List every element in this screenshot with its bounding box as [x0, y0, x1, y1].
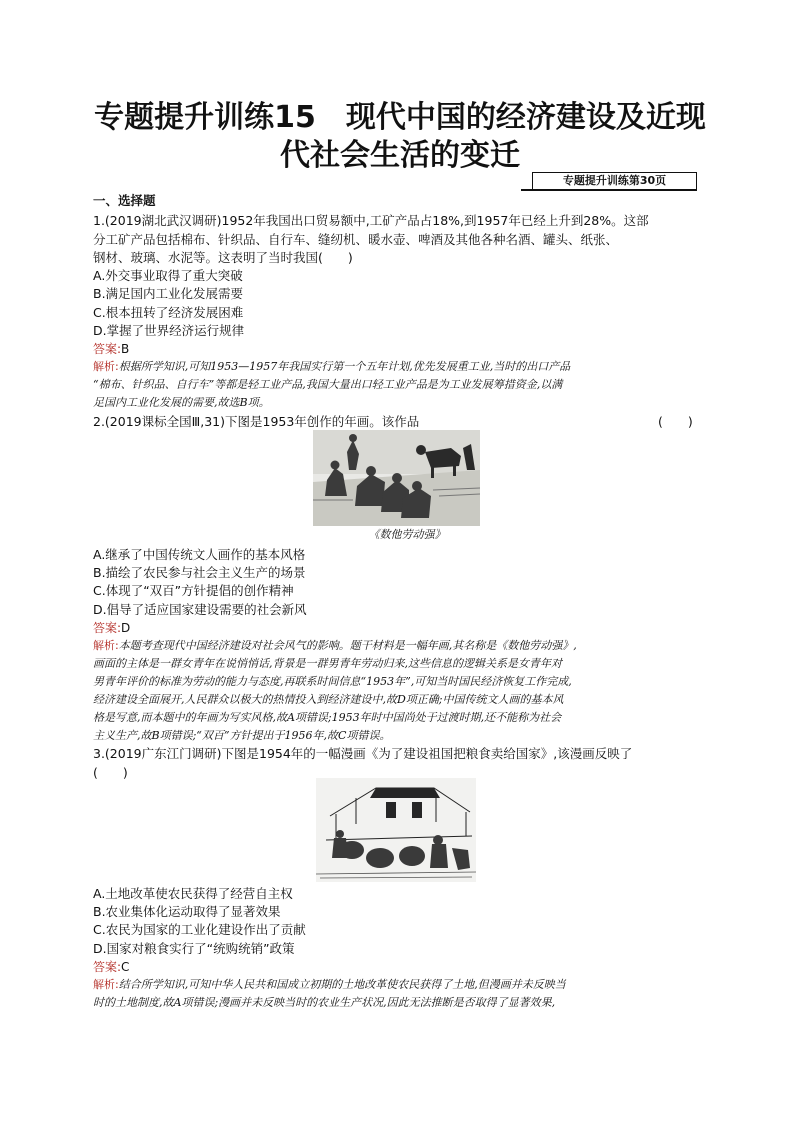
q1-stem-line2: 分工矿产品包括棉布、针织品、自行车、缝纫机、暖水壶、啤酒及其他各种名酒、罐头、纸张、 [93, 232, 619, 247]
q1-stem-line3: 钢材、玻璃、水泥等。这表明了当时我国( ) [93, 250, 353, 265]
page-tag-box [521, 172, 697, 191]
page-title-line1: 专题提升训练15 现代中国的经济建设及近现 [94, 100, 706, 135]
q3-option-d: D.国家对粮食实行了“统购统销”政策 [93, 941, 295, 956]
q2-explanation-line2: 画面的主体是一群女青年在说悄悄话,背景是一群男青年劳动归来,这些信息的逻辑关系是女青年对 [93, 657, 562, 670]
q1-answer-label: 答案: [93, 342, 122, 356]
new-year-painting-image [313, 430, 480, 526]
q1-answer-value: B [121, 342, 130, 356]
q2-stem: 2.(2019课标全国Ⅲ,31)下图是1953年创作的年画。该作品 [93, 414, 420, 429]
q3-option-b: B.农业集体化运动取得了显著效果 [93, 904, 281, 919]
page-tag: 专题提升训练第30页 [532, 172, 697, 189]
q1-explanation-line3: 足国内工业化发展的需要,故选B项。 [93, 396, 270, 409]
q2-explanation-label: 解析: [93, 639, 119, 652]
q2-answer-value: D [121, 621, 131, 635]
q3-stem-line2: ( ) [93, 765, 128, 780]
q1-explanation-line1: 解析:根据所学知识,可知1953—1957年我国实行第一个五年计划,优先发展重工业,当时的出口产品 [93, 360, 571, 373]
q2-option-b: B.描绘了农民参与社会主义生产的场景 [93, 565, 306, 580]
q2-explanation-line3: 男青年评价的标准为劳动的能力与态度,再联系时间信息“1953年”,可知当时国民经济恢复工作完成, [93, 675, 572, 688]
q3-stem-line1: 3.(2019广东江门调研)下图是1954年的一幅漫画《为了建设祖国把粮食卖给国家》,该漫画反映了 [93, 746, 633, 761]
q1-explanation-label: 解析: [93, 360, 119, 373]
q3-answer-label: 答案: [93, 960, 122, 974]
cartoon-image [316, 778, 476, 882]
q2-image-caption: 《数他劳动强》 [368, 528, 446, 541]
q1-option-d: D.掌握了世界经济运行规律 [93, 323, 245, 338]
q1-answer [93, 340, 129, 358]
q2-option-d: D.倡导了适应国家建设需要的社会新风 [93, 602, 307, 617]
q1-option-a: A.外交事业取得了重大突破 [93, 268, 243, 283]
q2-explanation-line1: 解析:本题考查现代中国经济建设对社会风气的影响。题干材料是一幅年画,其名称是《数他劳动强》, [93, 639, 577, 652]
q2-answer-label: 答案: [93, 621, 122, 635]
q2-explanation-line6: 主义生产,故B项错误;“双百”方针提出于1956年,故C项错误。 [93, 729, 391, 742]
q3-option-a: A.土地改革使农民获得了经营自主权 [93, 886, 293, 901]
q3-answer [93, 958, 129, 976]
section-heading: 一、选择题 [93, 193, 156, 208]
q1-explanation-line2: “棉布、针织品、自行车”等都是轻工业产品,我国大量出口轻工业产品是为工业发展筹措资金,以满 [93, 378, 563, 391]
q2-answer-paren: ( ) [658, 414, 693, 429]
q3-option-c: C.农民为国家的工业化建设作出了贡献 [93, 922, 306, 937]
q3-explanation-line1: 解析:结合所学知识,可知中华人民共和国成立初期的土地改革使农民获得了土地,但漫画并未反映当 [93, 978, 566, 991]
q2-option-c: C.体现了“双百”方针提倡的创作精神 [93, 583, 294, 598]
q1-stem-line1: 1.(2019湖北武汉调研)1952年我国出口贸易额中,工矿产品占18%,到1957年已经上升到28%。这部 [93, 213, 649, 228]
q2-explanation-line5: 格是写意,而本题中的年画为写实风格,故A项错误;1953年时中国尚处于过渡时期,还不能称为社会 [93, 711, 562, 724]
q3-explanation-line2: 时的土地制度,故A项错误;漫画并未反映当时的农业生产状况,因此无法推断是否取得了显著效果, [93, 996, 556, 1009]
q3-answer-value: C [121, 960, 130, 974]
q2-answer [93, 619, 130, 637]
q1-option-b: B.满足国内工业化发展需要 [93, 286, 244, 301]
q1-option-c: C.根本扭转了经济发展困难 [93, 305, 244, 320]
q2-option-a: A.继承了中国传统文人画作的基本风格 [93, 547, 306, 562]
q3-explanation-label: 解析: [93, 978, 119, 991]
q2-explanation-line4: 经济建设全面展开,人民群众以极大的热情投入到经济建设中,故D项正确;中国传统文人画的基本风 [93, 693, 564, 706]
page-title-line2: 代社会生活的变迁 [280, 138, 520, 173]
